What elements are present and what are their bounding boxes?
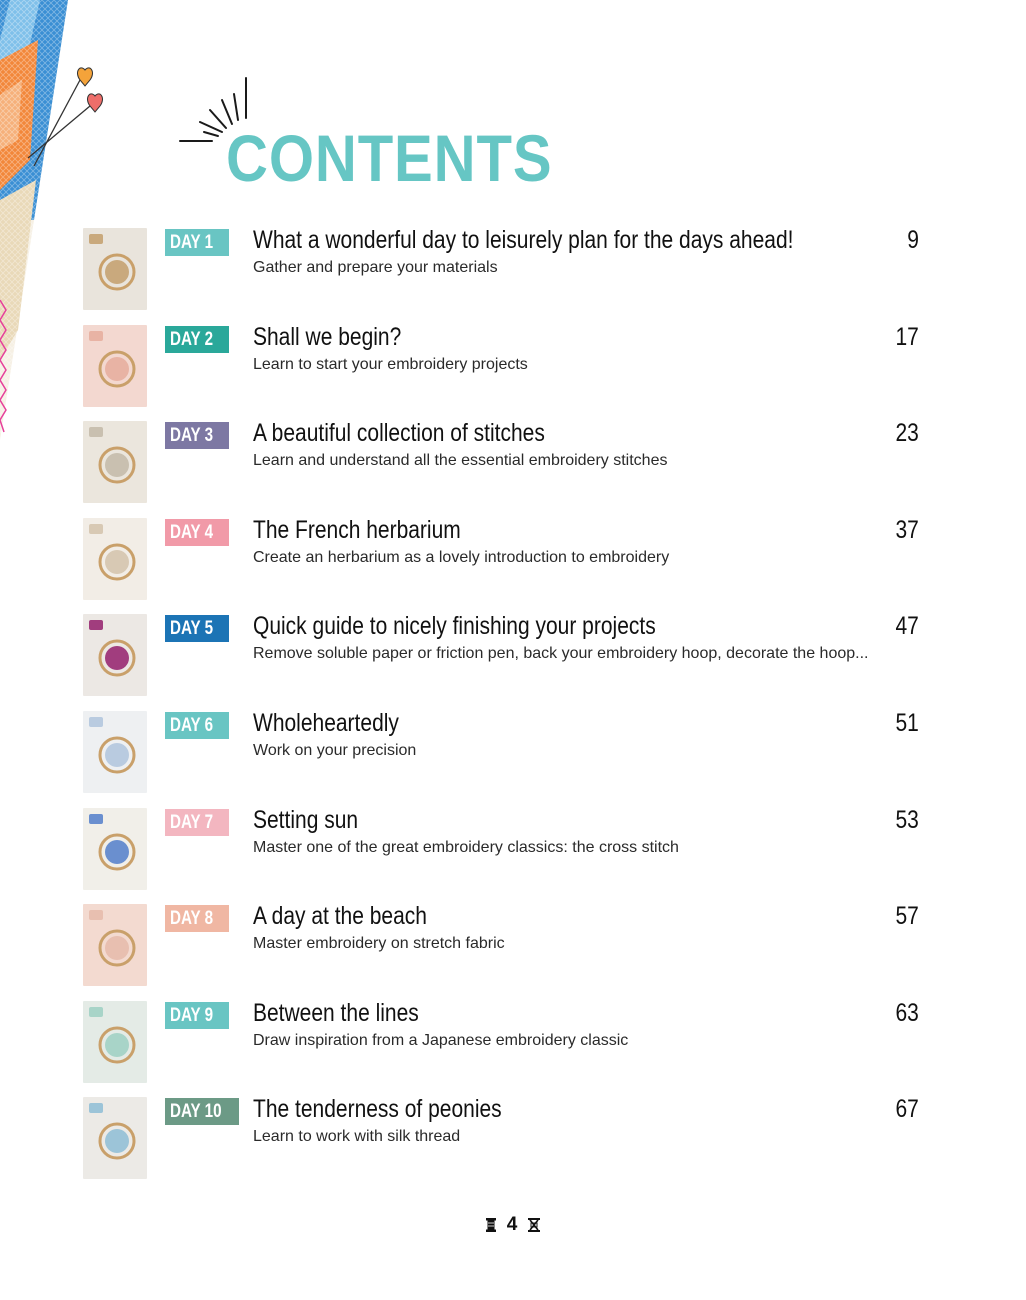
day-badge: DAY 2 — [165, 326, 229, 353]
title-block — [176, 70, 576, 200]
entry-page-number[interactable]: 57 — [895, 902, 919, 931]
heart-pins-icon — [14, 58, 114, 178]
entry-page-number[interactable]: 37 — [895, 515, 919, 544]
entry-subtitle: Remove soluble paper or friction pen, back your embroidery hoop, decorate the hoop... — [253, 645, 869, 663]
entry-title[interactable]: The French herbarium — [253, 515, 461, 544]
entry-subtitle: Learn and understand all the essential embroidery stitches — [253, 452, 668, 470]
entry-thumbnail — [83, 518, 147, 600]
entry-page-number[interactable]: 23 — [895, 419, 919, 448]
day-badge: DAY 6 — [165, 712, 229, 739]
toc-entry[interactable] — [83, 1095, 943, 1192]
entry-subtitle: Gather and prepare your materials — [253, 259, 498, 276]
entry-title[interactable]: The tenderness of peonies — [253, 1095, 502, 1124]
entry-subtitle: Create an herbarium as a lovely introduction to embroidery — [253, 548, 670, 566]
day-badge: DAY 1 — [165, 229, 229, 256]
entry-page-number[interactable]: 67 — [895, 1095, 919, 1124]
spool-icon — [485, 1217, 497, 1233]
page-footer — [0, 1214, 1026, 1244]
thread-bobbin-icon — [527, 1217, 541, 1233]
toc-entry[interactable] — [83, 226, 943, 323]
day-badge: DAY 9 — [165, 1002, 229, 1029]
entry-title[interactable]: Between the lines — [253, 998, 419, 1027]
toc-entry[interactable] — [83, 323, 943, 420]
day-badge: DAY 3 — [165, 422, 229, 449]
entry-title[interactable]: What a wonderful day to leisurely plan for the days ahead! — [253, 226, 794, 254]
entry-title[interactable]: A beautiful collection of stitches — [253, 419, 545, 448]
entry-subtitle: Draw inspiration from a Japanese embroidery classic — [253, 1031, 629, 1049]
entry-title[interactable]: Shall we begin? — [253, 322, 402, 351]
entry-page-number[interactable]: 63 — [895, 998, 919, 1027]
entry-title[interactable]: Quick guide to nicely finishing your projects — [253, 612, 656, 641]
entry-page-number[interactable]: 17 — [895, 322, 919, 351]
page-title: CONTENTS — [226, 121, 553, 195]
entry-title[interactable]: Wholeheartedly — [253, 708, 399, 737]
entry-page-number[interactable]: 47 — [895, 612, 919, 641]
day-badge: DAY 8 — [165, 905, 229, 932]
entry-page-number[interactable]: 51 — [895, 708, 919, 737]
toc-entry[interactable] — [83, 999, 943, 1096]
entry-thumbnail — [83, 421, 147, 503]
entry-thumbnail — [83, 1001, 147, 1083]
entry-page-number[interactable]: 53 — [895, 805, 919, 834]
toc-entry[interactable] — [83, 516, 943, 613]
entry-thumbnail — [83, 325, 147, 407]
table-of-contents — [83, 226, 943, 1192]
day-badge: DAY 10 — [165, 1098, 239, 1125]
entry-thumbnail — [83, 808, 147, 890]
toc-entry[interactable] — [83, 419, 943, 516]
entry-subtitle: Master embroidery on stretch fabric — [253, 935, 505, 953]
entry-thumbnail — [83, 904, 147, 986]
toc-entry[interactable] — [83, 612, 943, 709]
entry-thumbnail — [83, 228, 147, 310]
entry-subtitle: Learn to start your embroidery projects — [253, 355, 528, 373]
day-badge: DAY 5 — [165, 615, 229, 642]
day-badge: DAY 7 — [165, 809, 229, 836]
entry-thumbnail — [83, 614, 147, 696]
day-badge: DAY 4 — [165, 519, 229, 546]
entry-title[interactable]: Setting sun — [253, 805, 359, 834]
toc-entry[interactable] — [83, 806, 943, 903]
toc-entry[interactable] — [83, 709, 943, 806]
entry-thumbnail — [83, 1097, 147, 1179]
entry-page-number[interactable]: 9 — [907, 226, 919, 254]
entry-subtitle: Work on your precision — [253, 741, 417, 759]
toc-entry[interactable] — [83, 902, 943, 999]
entry-subtitle: Master one of the great embroidery classics: the cross stitch — [253, 838, 679, 856]
entry-title[interactable]: A day at the beach — [253, 902, 427, 931]
entry-subtitle: Learn to work with silk thread — [253, 1128, 461, 1146]
entry-thumbnail — [83, 711, 147, 793]
page-number: 4 — [506, 1214, 518, 1235]
